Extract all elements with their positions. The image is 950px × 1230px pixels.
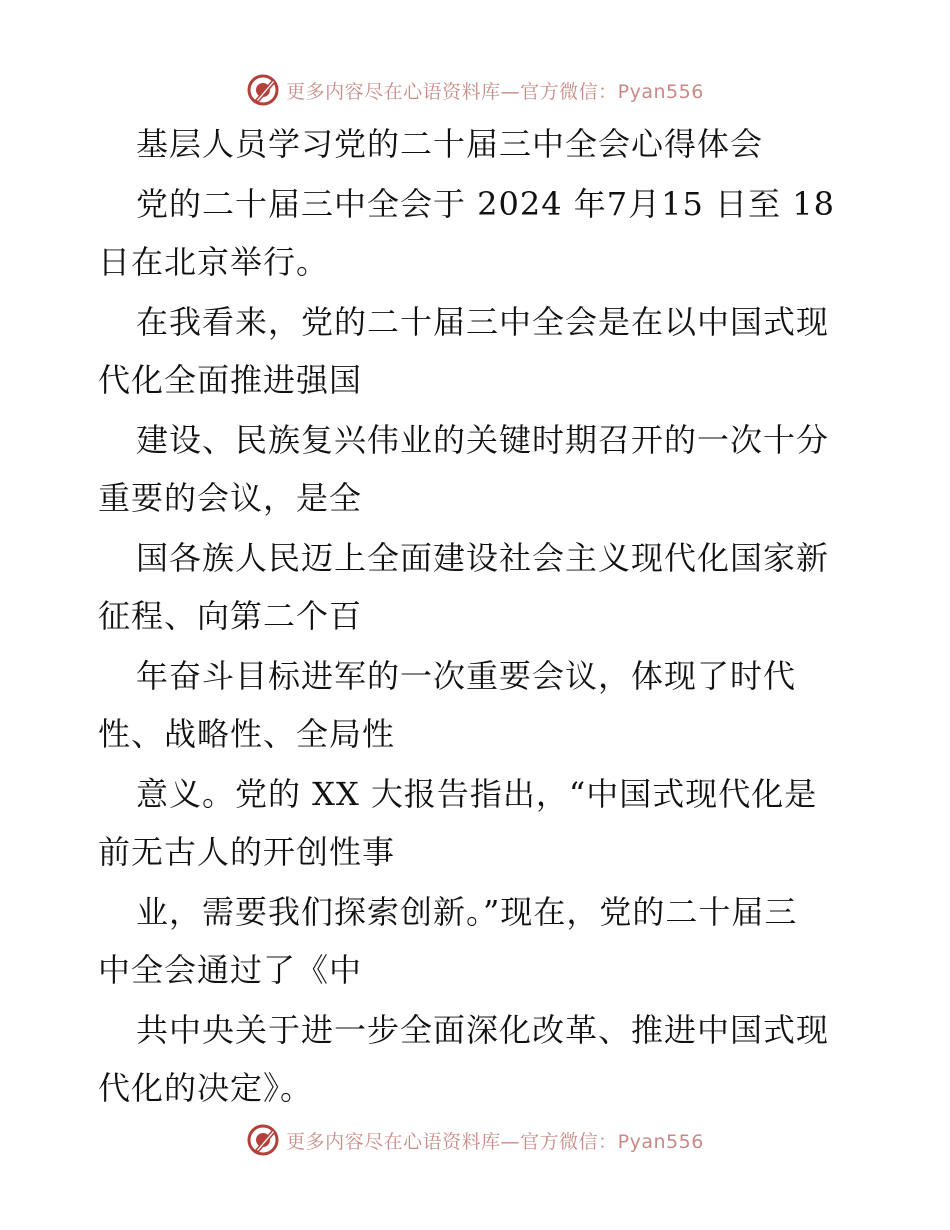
paragraph-line: 共中央关于进一步全面深化改革、推进中国式现	[136, 1011, 830, 1049]
paragraph-line: 中全会通过了《中	[98, 951, 363, 989]
paragraph-line: 代化的决定》。	[98, 1069, 314, 1107]
paragraph-line: 日在北京举行。	[98, 243, 330, 281]
paragraph-line: 国各族人民迈上全面建设社会主义现代化国家新	[136, 539, 830, 577]
paragraph-line: 重要的会议，是全	[98, 479, 363, 517]
pen-logo-icon	[246, 73, 280, 107]
footer-watermark-banner	[0, 1120, 950, 1160]
paragraph-line: 年奋斗目标进军的一次重要会议，体现了时代	[136, 657, 797, 695]
paragraph-line: 征程、向第二个百	[98, 597, 363, 635]
watermark-text: 更多内容尽在心语资料库—官方微信：Pyan556	[286, 80, 704, 103]
paragraph-line: 党的二十届三中全会于 2024 年7月15 日至 18	[136, 185, 835, 223]
paragraph-line: 在我看来，党的二十届三中全会是在以中国式现	[136, 303, 830, 341]
paragraph-line: 意义。党的 XX 大报告指出，“中国式现代化是	[136, 775, 818, 813]
header-watermark-banner	[0, 70, 950, 110]
paragraph-line: 代化全面推进强国	[98, 361, 363, 399]
watermark-text: 更多内容尽在心语资料库—官方微信：Pyan556	[286, 1130, 704, 1153]
paragraph-line: 建设、民族复兴伟业的关键时期召开的一次十分	[136, 421, 830, 459]
paragraph-line: 前无古人的开创性事	[98, 833, 396, 871]
paragraph-line: 性、战略性、全局性	[98, 715, 396, 753]
paragraph-line: 业，需要我们探索创新。”现在，党的二十届三	[136, 893, 798, 931]
document-title: 基层人员学习党的二十届三中全会心得体会	[136, 125, 764, 163]
pen-logo-icon	[246, 1123, 280, 1157]
